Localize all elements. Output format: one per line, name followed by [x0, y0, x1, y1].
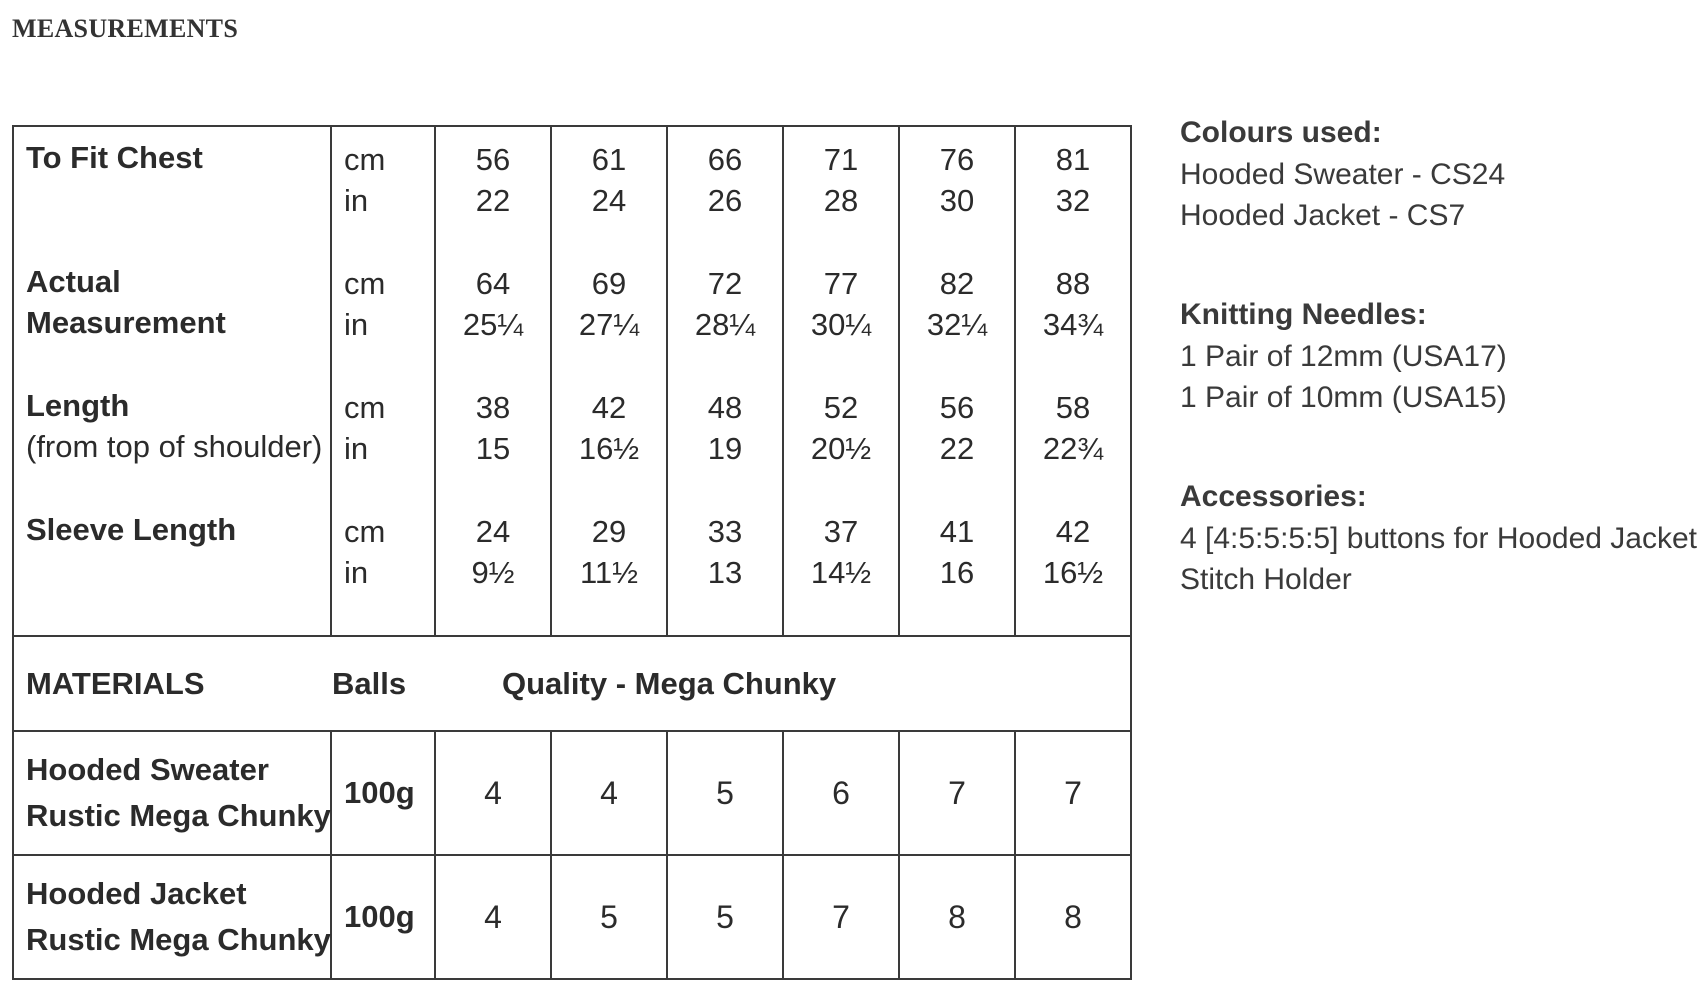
yarn-balls-cell: [1015, 731, 1131, 855]
materials-header-cell: [13, 636, 1131, 731]
measurement-value: 76: [939, 142, 975, 177]
size-column-1: [435, 126, 551, 636]
measurement-value: 52: [823, 390, 859, 425]
measurement-value: 25¼: [462, 307, 524, 342]
measurement-value: 69: [591, 266, 627, 301]
measurement-value: 82: [939, 266, 975, 301]
measurement-unit: in: [344, 431, 369, 466]
yarn-row-sweater: [13, 731, 1131, 855]
size-column-4: [783, 126, 899, 636]
accessories-section: [1180, 476, 1698, 600]
measurement-value-group: [668, 139, 782, 263]
measurement-label-group: [26, 261, 318, 385]
measurement-unit-group: [344, 511, 434, 635]
measurement-value: 20½: [810, 431, 872, 466]
measurement-value: 22: [475, 183, 511, 218]
measurement-unit-group: [344, 139, 434, 263]
size-column-2: [551, 126, 667, 636]
measurement-value: 24: [475, 514, 511, 549]
measurement-value: 29: [591, 514, 627, 549]
measurement-value-group: [784, 387, 898, 511]
measurement-value: 88: [1055, 266, 1091, 301]
measurement-value-group: [552, 139, 666, 263]
measurement-value-group: [784, 511, 898, 635]
measurement-unit-group: [344, 263, 434, 387]
measurement-label: To Fit Chest: [26, 140, 203, 175]
measurement-value-group: [552, 511, 666, 635]
yarn-balls-value: 7: [1064, 774, 1082, 811]
measurement-value: 22¾: [1042, 431, 1104, 466]
measurement-labels-cell: [13, 126, 331, 636]
measurement-value-group: [668, 511, 782, 635]
measurement-value: 15: [475, 431, 511, 466]
materials-header-row: [13, 636, 1131, 731]
yarn-balls-cell: [551, 855, 667, 979]
yarn-weight: 100g: [344, 899, 415, 934]
measurement-label: Actual: [26, 264, 121, 299]
yarn-weight: 100g: [344, 775, 415, 810]
measurement-value: 30¼: [810, 307, 872, 342]
measurement-value-group: [668, 263, 782, 387]
measurement-label: Sleeve Length: [26, 512, 237, 547]
materials-balls-label: Balls: [332, 665, 407, 701]
measurement-value-group: [668, 387, 782, 511]
accessories-title: Accessories:: [1180, 480, 1367, 513]
measurement-value: 26: [707, 183, 743, 218]
needles-title: Knitting Needles:: [1180, 298, 1427, 331]
measurement-unit-group: [344, 387, 434, 511]
yarn-balls-cell: [899, 731, 1015, 855]
yarn-balls-value: 7: [948, 774, 966, 811]
colours-line: Hooded Sweater - CS24: [1180, 158, 1506, 191]
measurement-value-group: [436, 511, 550, 635]
yarn-balls-cell: [667, 731, 783, 855]
measurement-value: 19: [707, 431, 743, 466]
colours-line: Hooded Jacket - CS7: [1180, 199, 1466, 232]
measurement-value: 33: [707, 514, 743, 549]
measurement-value-group: [784, 139, 898, 263]
needles-section: [1180, 294, 1690, 418]
measurement-value-group: [552, 263, 666, 387]
measurement-value: 13: [707, 555, 743, 590]
measurement-value: 24: [591, 183, 627, 218]
measurement-value: 37: [823, 514, 859, 549]
measurement-unit: cm: [344, 266, 386, 301]
needles-line: 1 Pair of 12mm (USA17): [1180, 340, 1507, 373]
measurement-value: 77: [823, 266, 859, 301]
yarn-balls-cell: [435, 731, 551, 855]
measurement-value: 81: [1055, 142, 1091, 177]
measurement-label: [26, 178, 318, 219]
yarn-balls-cell: [783, 855, 899, 979]
measurement-label: Length: [26, 388, 130, 423]
measurement-value: 28¼: [694, 307, 756, 342]
yarn-balls-value: 4: [484, 774, 502, 811]
yarn-balls-value: 4: [600, 774, 618, 811]
measurement-label-group: [26, 385, 323, 509]
measurement-value-group: [1016, 263, 1130, 387]
measurement-value-group: [784, 263, 898, 387]
measurement-value: 71: [823, 142, 859, 177]
measurement-value-group: [900, 263, 1014, 387]
measurement-unit: in: [344, 555, 369, 590]
measurement-value: 27¼: [578, 307, 640, 342]
measurement-unit: in: [344, 307, 369, 342]
materials-title: MATERIALS: [26, 665, 205, 701]
needles-line: 1 Pair of 10mm (USA15): [1180, 381, 1507, 414]
yarn-name-cell: [13, 855, 331, 979]
measurement-value: 42: [1055, 514, 1091, 549]
measurement-value: 32: [1055, 183, 1091, 218]
measurement-value: 16½: [578, 431, 640, 466]
measurement-value: 16½: [1042, 555, 1104, 590]
yarn-balls-cell: [899, 855, 1015, 979]
yarn-name-line-1: Hooded Jacket: [26, 876, 247, 911]
measurement-value-group: [436, 263, 550, 387]
materials-quality-label: Quality - Mega Chunky: [502, 665, 837, 701]
measurement-value: 11½: [579, 555, 639, 590]
yarn-balls-value: 8: [948, 898, 966, 935]
yarn-balls-value: 6: [832, 774, 850, 811]
yarn-balls-cell: [783, 731, 899, 855]
colours-title: Colours used:: [1180, 116, 1382, 149]
measurement-unit: cm: [344, 514, 386, 549]
measurements-table: [12, 125, 1132, 980]
accessories-line: 4 [4:5:5:5:5] buttons for Hooded Jacket: [1180, 522, 1698, 555]
measurement-value-group: [1016, 511, 1130, 635]
colours-section: [1180, 112, 1690, 236]
yarn-balls-cell: [1015, 855, 1131, 979]
measurement-value: 48: [707, 390, 743, 425]
measurement-value: 66: [707, 142, 743, 177]
size-column-6: [1015, 126, 1131, 636]
measurement-value: 58: [1055, 390, 1091, 425]
measurement-value-group: [1016, 139, 1130, 263]
yarn-balls-value: 5: [600, 898, 618, 935]
measurement-label: [26, 550, 318, 591]
measurement-label: (from top of shoulder): [26, 429, 323, 464]
yarn-name-line-1: Hooded Sweater: [26, 752, 269, 787]
measurement-value: 30: [939, 183, 975, 218]
measurement-units-cell: [331, 126, 435, 636]
measurement-label-group: [26, 509, 318, 633]
size-column-3: [667, 126, 783, 636]
measurement-value: 34¾: [1042, 307, 1104, 342]
measurement-value: 16: [939, 555, 975, 590]
measurement-value-group: [900, 387, 1014, 511]
yarn-balls-value: 4: [484, 898, 502, 935]
measurement-value-group: [900, 139, 1014, 263]
measurement-value-group: [552, 387, 666, 511]
measurement-value: 9½: [471, 555, 515, 590]
page-heading: MEASUREMENTS: [12, 14, 239, 43]
measurement-value-group: [436, 387, 550, 511]
measurement-label-group: [26, 137, 318, 261]
yarn-balls-value: 5: [716, 774, 734, 811]
yarn-weight-cell: [331, 731, 435, 855]
measurement-value: 22: [939, 431, 975, 466]
measurement-value: 72: [707, 266, 743, 301]
size-column-5: [899, 126, 1015, 636]
measurement-value-group: [900, 511, 1014, 635]
yarn-name-cell: [13, 731, 331, 855]
measurement-value: 32¼: [926, 307, 988, 342]
measurement-unit: cm: [344, 390, 386, 425]
measurement-value: 56: [475, 142, 511, 177]
measurement-value: 28: [823, 183, 859, 218]
measurement-value: 38: [475, 390, 511, 425]
yarn-name-line-2: Rustic Mega Chunky: [26, 798, 331, 833]
measurement-value-group: [436, 139, 550, 263]
measurement-unit: in: [344, 183, 369, 218]
measurement-value-group: [1016, 387, 1130, 511]
measurement-value: 56: [939, 390, 975, 425]
yarn-balls-cell: [667, 855, 783, 979]
yarn-balls-value: 5: [716, 898, 734, 935]
yarn-weight-cell: [331, 855, 435, 979]
yarn-balls-value: 8: [1064, 898, 1082, 935]
measurement-value: 42: [591, 390, 627, 425]
measurements-row: [13, 126, 1131, 636]
side-info-panel: [1180, 112, 1698, 658]
accessories-line: Stitch Holder: [1180, 563, 1352, 596]
yarn-balls-value: 7: [832, 898, 850, 935]
measurement-value: 14½: [810, 555, 872, 590]
measurement-value: 64: [475, 266, 511, 301]
measurement-label: Measurement: [26, 305, 226, 340]
yarn-row-jacket: [13, 855, 1131, 979]
measurement-unit: cm: [344, 142, 386, 177]
yarn-balls-cell: [435, 855, 551, 979]
yarn-name-line-2: Rustic Mega Chunky: [26, 922, 331, 957]
measurement-value: 61: [591, 142, 627, 177]
yarn-balls-cell: [551, 731, 667, 855]
measurement-value: 41: [939, 514, 975, 549]
